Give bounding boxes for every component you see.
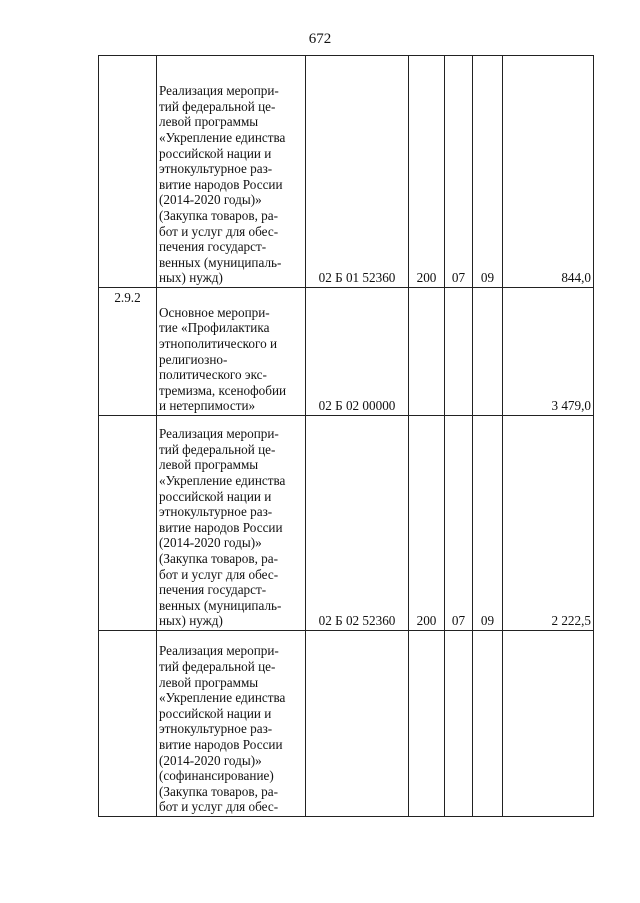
description-line: политического экс- (159, 367, 267, 383)
row-description (157, 631, 306, 817)
description-line: тремизма, ксенофобии (159, 382, 287, 398)
amount (503, 631, 594, 817)
description-line: религиозно- (159, 351, 228, 367)
table-row (99, 288, 594, 416)
row-number: 2.9.2 (99, 288, 157, 416)
description-line: Реализация меропри- (159, 643, 279, 659)
subsection-code: 09 (473, 56, 503, 288)
description-line: этнокультурное раз- (159, 161, 273, 177)
description-line: российской нации и (159, 145, 272, 161)
description-line: венных (муниципаль- (159, 597, 282, 613)
row-number (99, 416, 157, 631)
description-line: тие «Профилактика (159, 320, 270, 336)
description-line: (Закупка товаров, ра- (159, 551, 279, 567)
description-line: венных (муниципаль- (159, 254, 282, 270)
description-line: российской нации и (159, 488, 272, 504)
description-line: левой программы (159, 114, 259, 130)
target-article-code: 02 Б 02 52360 (306, 416, 409, 631)
page-number: 672 (308, 31, 332, 47)
amount: 3 479,0 (503, 288, 594, 416)
description-line: витие народов России (159, 176, 283, 192)
target-article-code: 02 Б 02 00000 (306, 288, 409, 416)
row-number (99, 56, 157, 288)
description-line: бот и услуг для обес- (159, 799, 279, 815)
expense-type: 200 (409, 56, 445, 288)
description-line: ных) нужд) (159, 270, 223, 286)
description-line: бот и услуг для обес- (159, 223, 279, 239)
description-line: витие народов России (159, 519, 283, 535)
description-line: этнокультурное раз- (159, 504, 273, 520)
description-line: (Закупка товаров, ра- (159, 783, 279, 799)
description-line: тий федеральной це- (159, 441, 276, 457)
description-line: «Укрепление единства (159, 473, 286, 489)
row-description (157, 288, 306, 416)
description-line: левой программы (159, 674, 259, 690)
description-line: печения государст- (159, 582, 267, 598)
table-row (99, 416, 594, 631)
section-code: 07 (445, 56, 473, 288)
description-line: бот и услуг для обес- (159, 566, 279, 582)
description-line: левой программы (159, 457, 259, 473)
amount: 2 222,5 (503, 416, 594, 631)
description-line: (софинансирование) (159, 768, 274, 784)
description-line: витие народов России (159, 737, 283, 753)
description-line: этнокультурное раз- (159, 721, 273, 737)
row-number (99, 631, 157, 817)
subsection-code (473, 631, 503, 817)
description-line: Основное меропри- (159, 304, 270, 320)
description-line: (Закупка товаров, ра- (159, 208, 279, 224)
description-line: Реализация меропри- (159, 83, 279, 99)
section-code: 07 (445, 416, 473, 631)
target-article-code (306, 631, 409, 817)
row-description (157, 416, 306, 631)
expense-type (409, 288, 445, 416)
description-line: (2014-2020 годы)» (159, 535, 262, 551)
description-line: «Укрепление единства (159, 130, 286, 146)
target-article-code: 02 Б 01 52360 (306, 56, 409, 288)
subsection-code (473, 288, 503, 416)
section-code (445, 631, 473, 817)
description-line: российской нации и (159, 705, 272, 721)
description-line: ных) нужд) (159, 613, 223, 629)
expense-type (409, 631, 445, 817)
subsection-code: 09 (473, 416, 503, 631)
description-line: (2014-2020 годы)» (159, 752, 262, 768)
description-line: этнополитического и (159, 336, 278, 352)
amount: 844,0 (503, 56, 594, 288)
description-line: тий федеральной це- (159, 98, 276, 114)
table-row (99, 631, 594, 817)
description-line: «Укрепление единства (159, 690, 286, 706)
description-line: тий федеральной це- (159, 659, 276, 675)
description-line: Реализация меропри- (159, 426, 279, 442)
expense-type: 200 (409, 416, 445, 631)
description-line: и нетерпимости» (159, 398, 256, 414)
table-row (99, 56, 594, 288)
section-code (445, 288, 473, 416)
row-description (157, 56, 306, 288)
description-line: (2014-2020 годы)» (159, 192, 262, 208)
budget-table (98, 55, 594, 817)
description-line: печения государст- (159, 239, 267, 255)
